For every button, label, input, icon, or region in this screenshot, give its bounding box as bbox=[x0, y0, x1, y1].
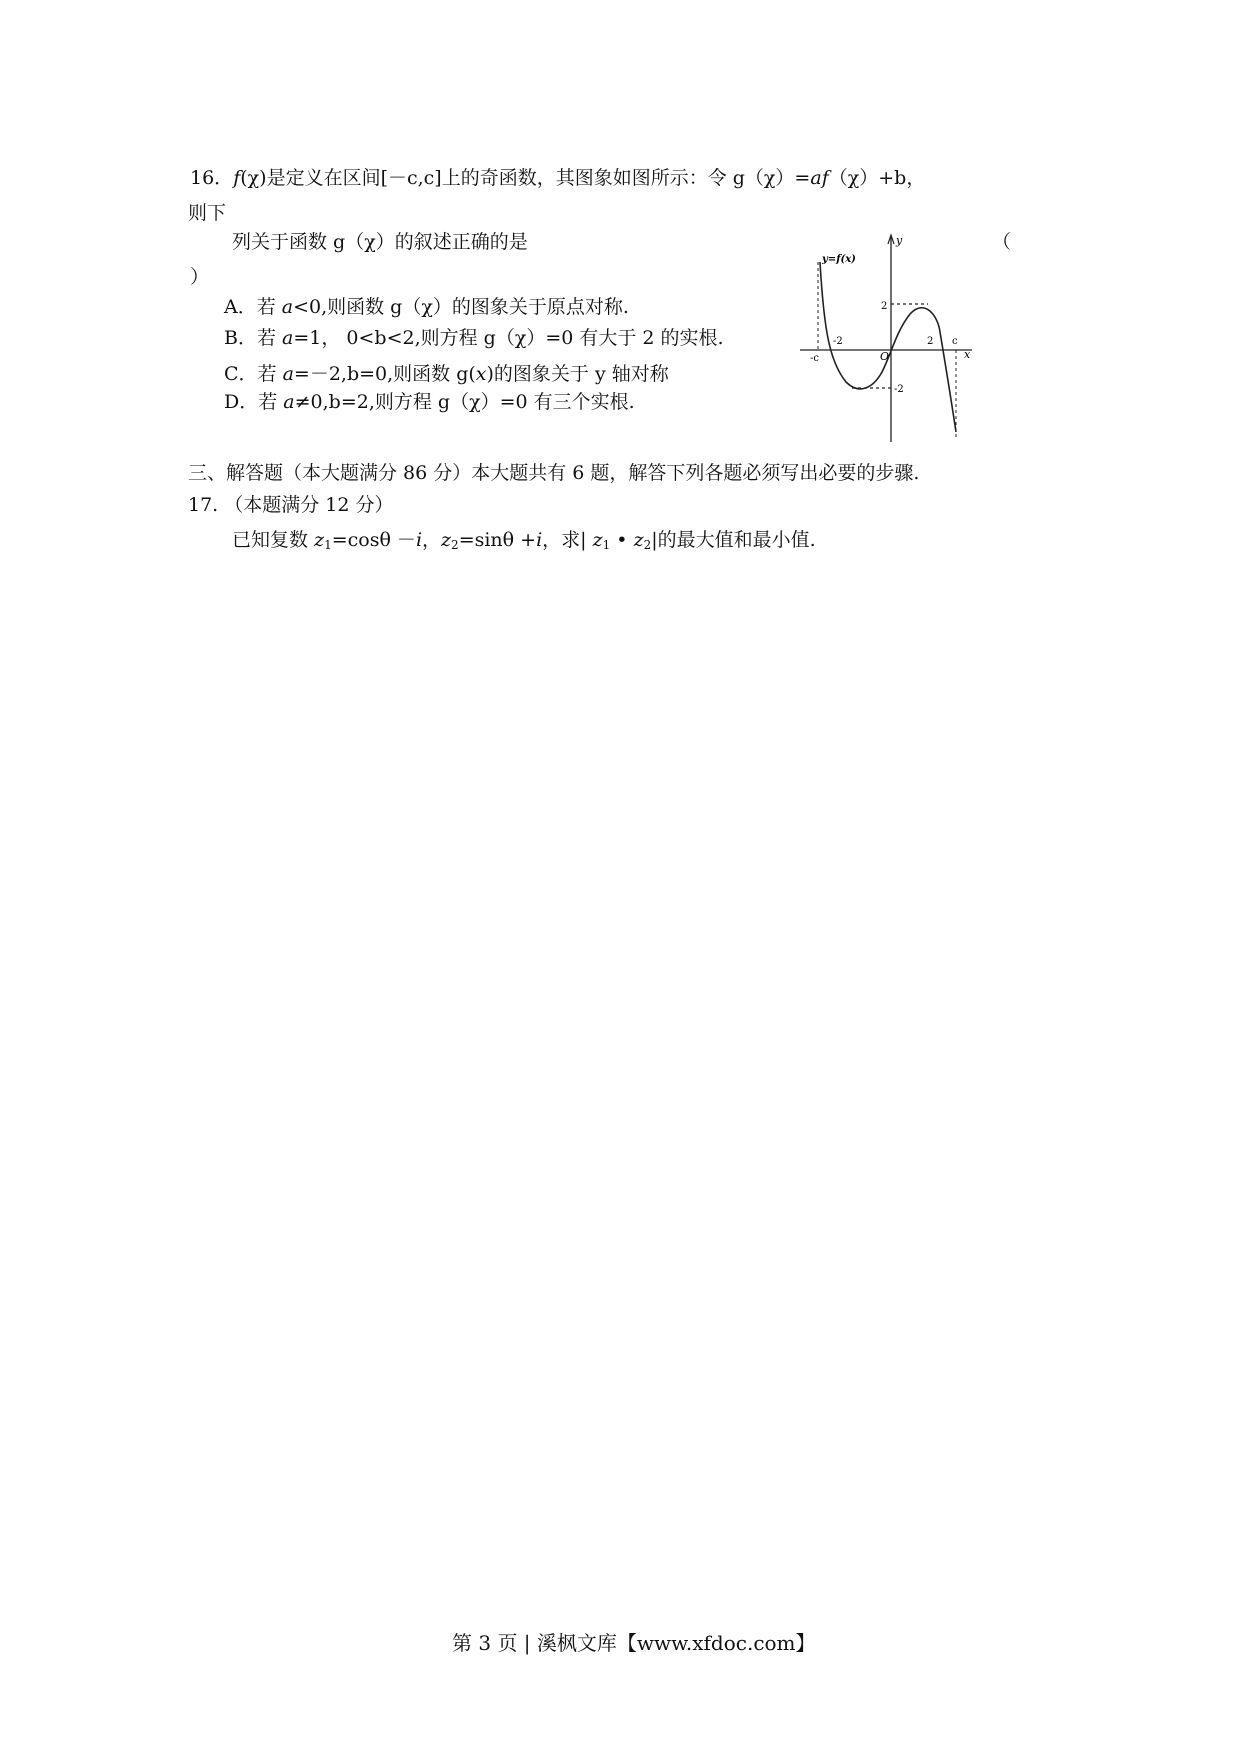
x-neg2-label: -2 bbox=[833, 336, 843, 347]
y-2-label: 2 bbox=[881, 301, 888, 312]
q16-stem-line1: 16．f(χ)是定义在区间[－c,c]上的奇函数，其图象如图所示：令 g（χ）=af（χ）+b， bbox=[190, 167, 926, 189]
func-label: y=f(x) bbox=[822, 254, 856, 265]
q16-paren-close: ） bbox=[190, 266, 210, 288]
x-2-label: 2 bbox=[927, 336, 934, 347]
q16-option-c: C．若 a=－2,b=0,则函数 g(x)的图象关于 y 轴对称 bbox=[224, 363, 669, 385]
q16-stem-line2: 则下 bbox=[188, 202, 227, 224]
page-footer: 第 3 页 | 溪枫文库【www.xfdoc.com】 bbox=[452, 1631, 816, 1655]
y-axis-label: y bbox=[896, 234, 903, 247]
origin-label: O bbox=[880, 350, 890, 363]
y-neg2-label: -2 bbox=[894, 384, 904, 395]
q17-body: 已知复数 $z_1=\cos\theta -i$，$z_2=\sin\theta +i$，求| $z_1$ • $z_2|$的最大值和最小值. bbox=[232, 529, 816, 552]
c-label: c bbox=[952, 336, 958, 347]
q16-number: 16． bbox=[190, 167, 234, 189]
function-graph bbox=[800, 232, 980, 447]
q16-paren-open: （ bbox=[992, 231, 1012, 253]
x-axis-label: x bbox=[964, 348, 971, 361]
q17-header: 17. （本题满分 12 分） bbox=[188, 494, 394, 516]
neg-c-label: -c bbox=[810, 353, 819, 364]
section-3-heading: 三、解答题（本大题满分 86 分）本大题共有 6 题，解答下列各题必须写出必要的步骤. bbox=[188, 462, 920, 484]
q16-option-b: B．若 a=1， 0<b<2,则方程 g（χ）=0 有大于 2 的实根. bbox=[224, 327, 724, 349]
q16-option-a: A．若 a<0,则函数 g（χ）的图象关于原点对称. bbox=[224, 296, 629, 318]
q16-stem-line3: 列关于函数 g（χ）的叙述正确的是 bbox=[232, 231, 528, 253]
q16-option-d: D．若 a≠0,b=2,则方程 g（χ）=0 有三个实根. bbox=[224, 391, 635, 413]
curve bbox=[820, 262, 956, 432]
